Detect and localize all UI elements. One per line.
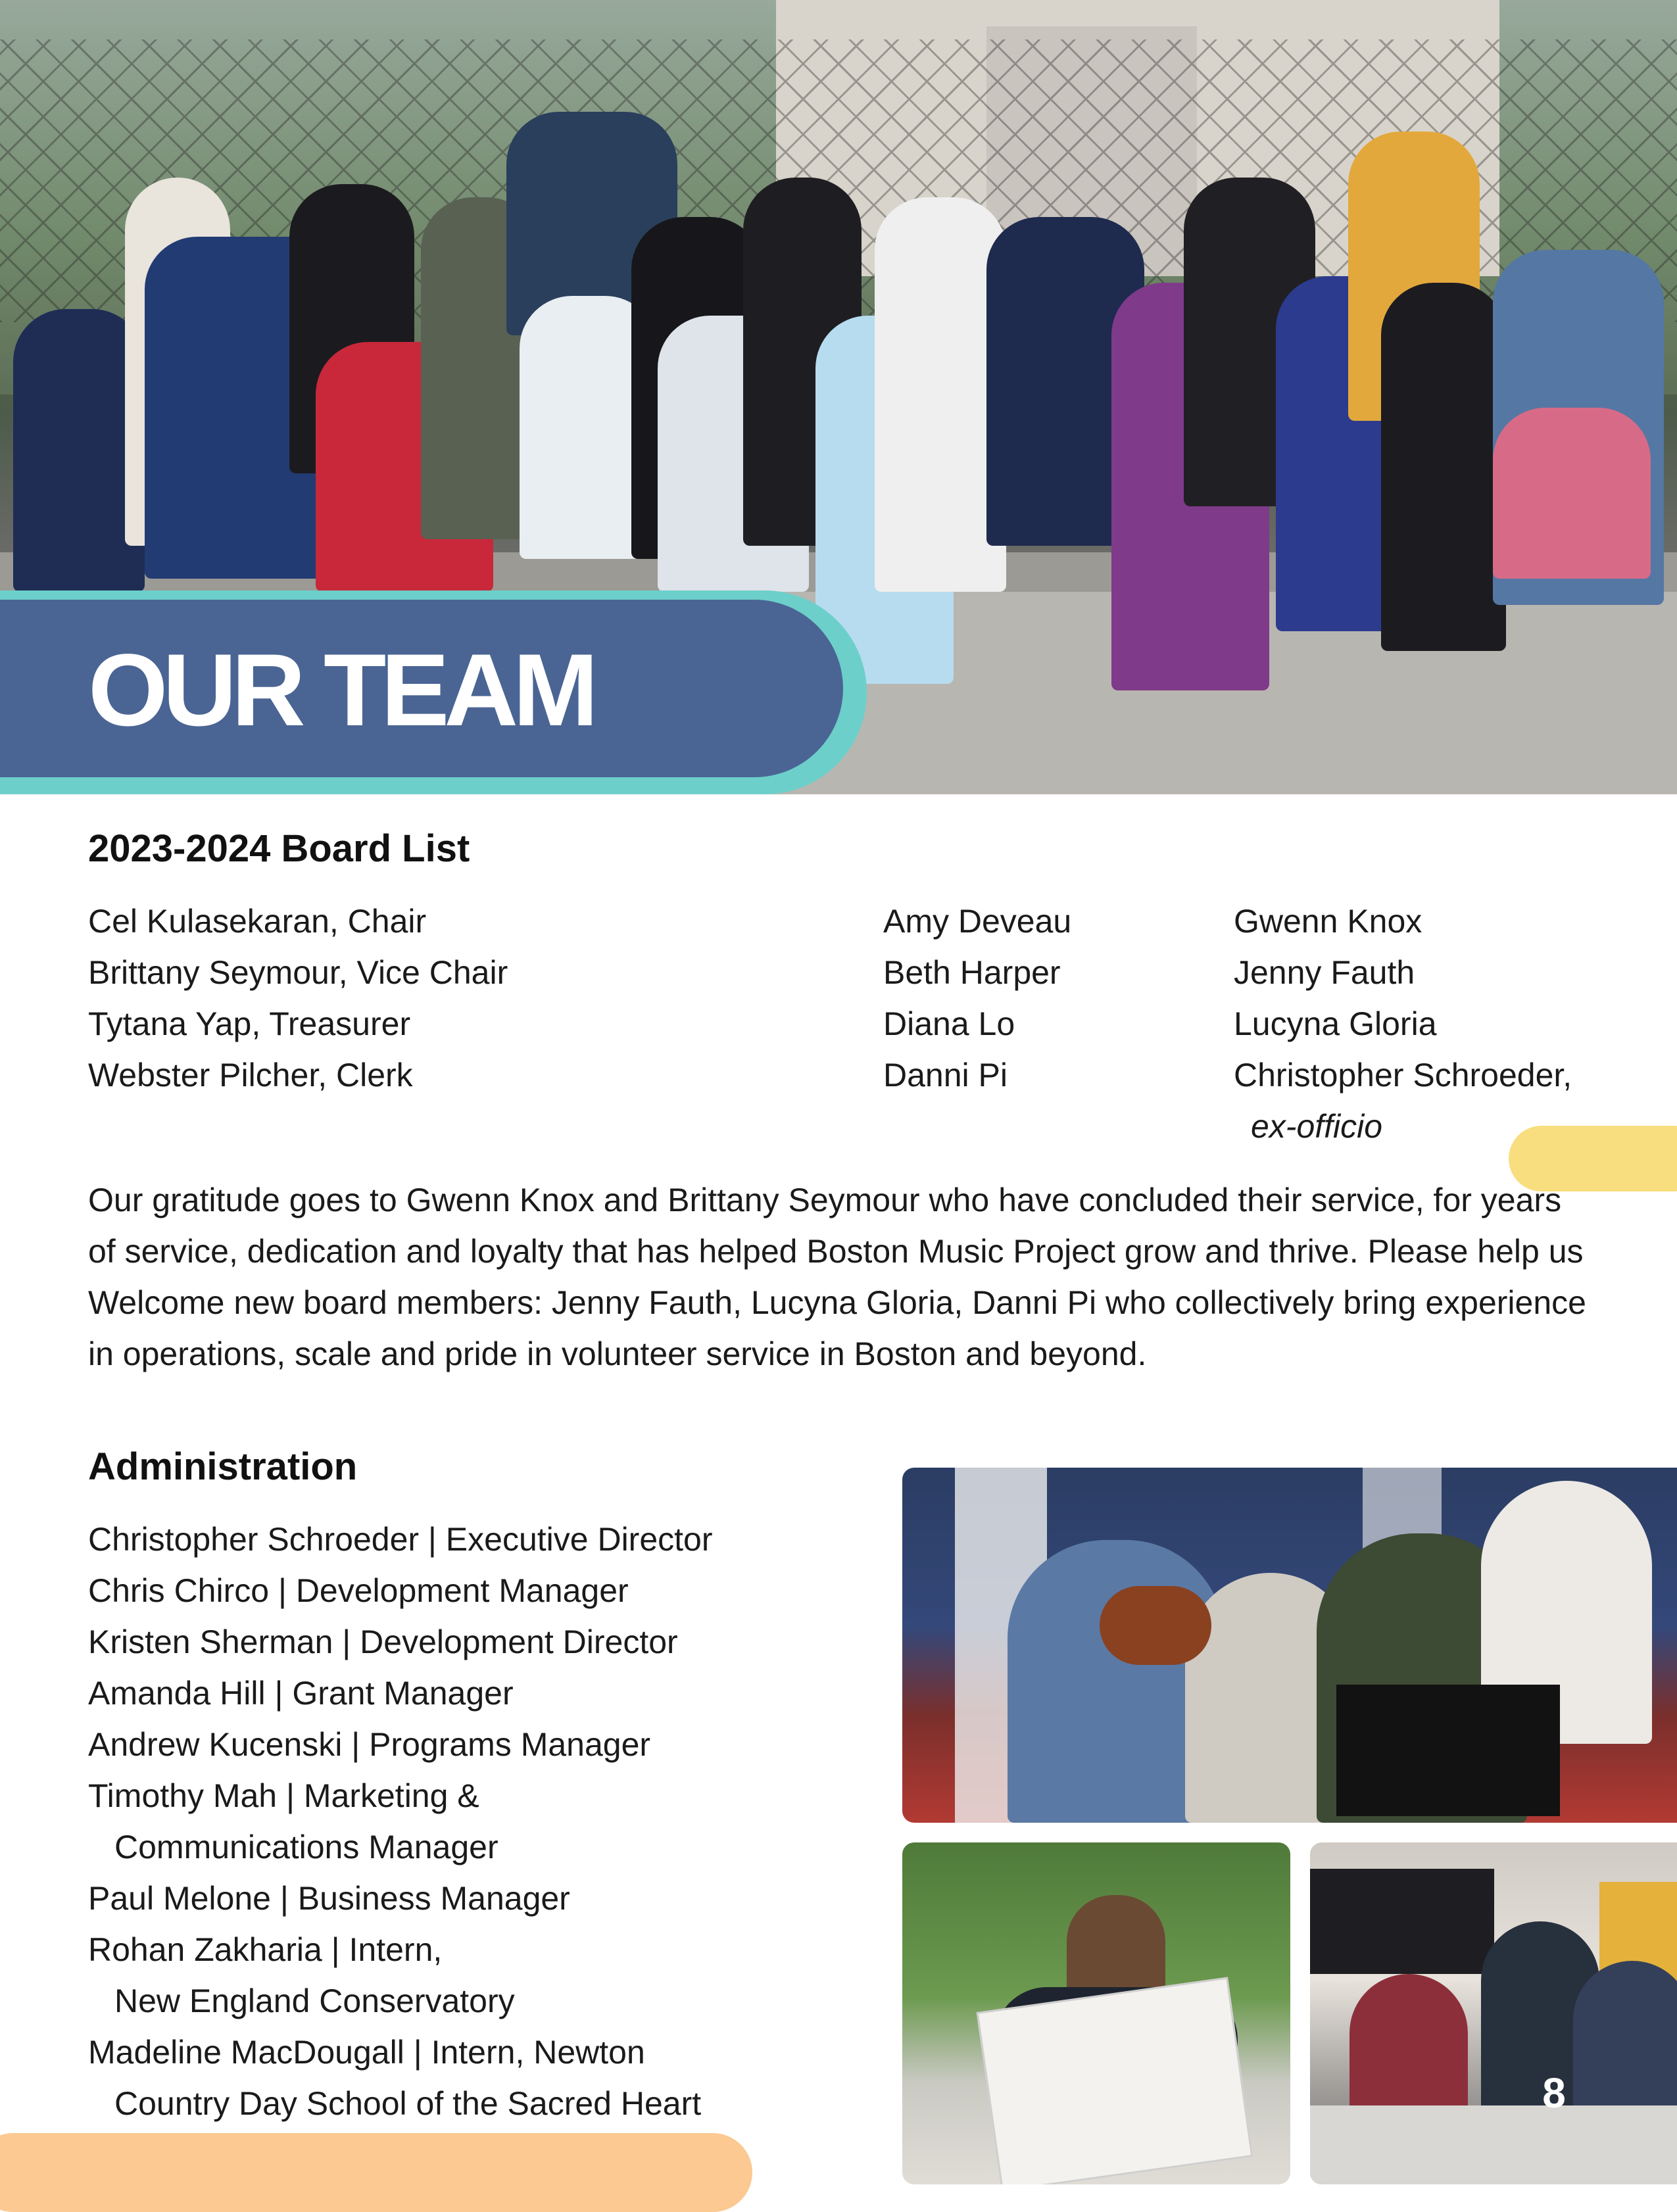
staff-member-line: Timothy Mah | Marketing &	[88, 1777, 479, 1814]
staff-member	[88, 2027, 713, 2129]
staff-member-line-continued: Communications Manager	[114, 1829, 498, 1865]
board-list-heading: 2023-2024 Board List	[88, 827, 470, 870]
classroom-meeting-photo	[1310, 1842, 1677, 2184]
staff-member-line-continued: Country Day School of the Sacred Heart	[114, 2085, 702, 2122]
board-officers-list	[88, 896, 508, 1101]
board-member: Lucyna Gloria	[1234, 1005, 1437, 1042]
decorative-orange-pill	[0, 2133, 752, 2212]
staff-member	[88, 1924, 713, 2027]
staff-member: Christopher Schroeder | Executive Director	[88, 1521, 713, 1558]
board-member: Jenny Fauth	[1234, 954, 1415, 991]
page-title: OUR TEAM	[88, 633, 593, 748]
staff-member-line: Madeline MacDougall | Intern, Newton	[88, 2034, 645, 2071]
staff-member	[88, 1770, 713, 1873]
stage-left-sign-photo	[902, 1842, 1290, 2184]
board-member: Brittany Seymour, Vice Chair	[88, 954, 508, 991]
board-member: Diana Lo	[883, 1005, 1015, 1042]
board-member: Amy Deveau	[883, 903, 1072, 940]
administration-staff-list	[88, 1514, 713, 2129]
board-member: Gwenn Knox	[1234, 903, 1422, 940]
strings-rehearsal-photo	[902, 1468, 1677, 1823]
staff-member-line: Rohan Zakharia | Intern,	[88, 1931, 443, 1968]
board-member: Beth Harper	[883, 954, 1061, 991]
staff-member-line-continued: New England Conservatory	[114, 1983, 515, 2019]
board-member: Danni Pi	[883, 1057, 1008, 1094]
board-member-name: Christopher Schroeder,	[1234, 1057, 1572, 1094]
board-member: Tytana Yap, Treasurer	[88, 1005, 411, 1042]
page-number: 8	[1542, 2069, 1566, 2117]
gratitude-paragraph: Our gratitude goes to Gwenn Knox and Brittany Seymour who have concluded their service, for years of service, dedication and loyalty that has helped Boston Music Project grow and thrive. Please help us Welcome new board members: Jenny Fauth, Lucyna Gloria, Danni Pi who collectively bring experience in operations, scale and pride in volunteer service in Boston and beyond.	[88, 1182, 1586, 1372]
staff-member: Chris Chirco | Development Manager	[88, 1572, 629, 1609]
board-member: Webster Pilcher, Clerk	[88, 1057, 413, 1094]
staff-member: Andrew Kucenski | Programs Manager	[88, 1726, 651, 1763]
board-members-list-2	[1234, 896, 1572, 1152]
staff-member: Kristen Sherman | Development Director	[88, 1623, 678, 1660]
staff-member: Amanda Hill | Grant Manager	[88, 1675, 514, 1712]
administration-heading: Administration	[88, 1445, 358, 1488]
staff-member: Paul Melone | Business Manager	[88, 1880, 570, 1917]
board-member-role: ex-officio	[1251, 1108, 1383, 1145]
board-member: Cel Kulasekaran, Chair	[88, 903, 427, 940]
board-members-list-1	[883, 896, 1071, 1101]
